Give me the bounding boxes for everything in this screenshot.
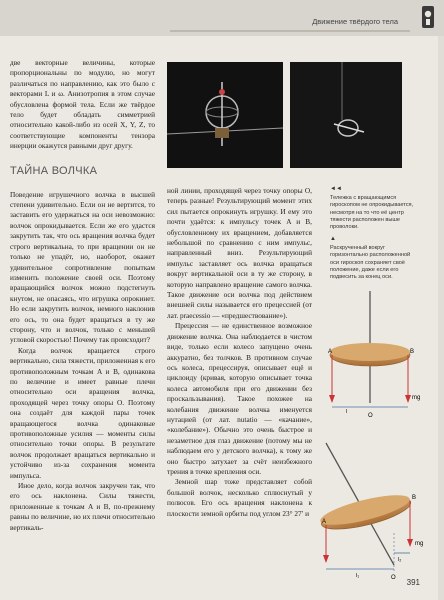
label-l1: l₁	[356, 573, 360, 579]
paragraph-2: Когда волчок вращается строго вертикально, сила тяжести, приложенная к его противоположным точкам A и B, одинакова по величине и имеет равные плечи относительно оси вращения волчка, проходящей через точку опоры O. Поэтому она создаёт для каждой пары точек вращающегося волчка одинаковые противоположные усилия — моменты силы относительно точки опоры. В результате волчок продолжает вращаться вертикально и устойчиво из-за сохранения момента импульса.	[10, 345, 155, 480]
label-l2: l₂	[398, 557, 402, 563]
label-a: A	[328, 349, 333, 355]
label-mg: mg	[412, 395, 421, 401]
label-b-tilted: B	[412, 495, 417, 501]
paragraph-6: Земной шар тоже представляет собой большой волчок, несколько сплюснутый у полюсов. Его ось вращения наклонена к плоскости земной орбиты под углом 23° 27′ и	[167, 477, 312, 518]
label-a-tilted: A	[322, 519, 327, 525]
left-column	[10, 58, 155, 533]
label-b: B	[410, 349, 415, 355]
spinning-top-diagram	[318, 283, 438, 583]
header-rule	[170, 30, 410, 32]
suspended-gyroscope-photo	[290, 62, 402, 168]
label-l: l	[346, 409, 348, 415]
page-header	[0, 0, 444, 36]
caption-arrow-mark: ▲	[330, 236, 336, 242]
paragraph-5: Прецессия — не единственное возможное движение волчка. Она наблюдается в чистом виде, только если колесо запущено очень аккуратно, без толчков. В противном случае ось колеса, прецессируя, описывает ещё и циклоиду (кривая, которую описывает точка колеса автомобиля при его движении без проскальзывания). Такое похожее на колебания движение волчка именуется нутацией (от лат. nutatio — «качание», «колебание»). Обычно это очень быстрое и незаметное для глаз движение (потому мы не наблюдаем его у детского волчка), к тому же оно быстро затухает за счёт неизбежного трения в точке крепления оси.	[167, 321, 312, 476]
intro-paragraph: две векторные величины, которые пропорциональны по модулю, но могут различаться по направлению, как это было с векторами L и ω. Анизотропия в этом случае обусловлена формой тела. Если же твёрдое тело будет обладать симметрией относительно какой-либо из осей X, Y, Z, то соответствующие компоненты тензора инерции окажутся равными друг другу.	[10, 58, 155, 151]
caption-suspended-gyro	[330, 236, 420, 281]
label-o: O	[368, 413, 373, 419]
section-title: ТАЙНА ВОЛЧКА	[10, 164, 98, 177]
paragraph-1: Поведение игрушечного волчка в высшей степени удивительно. Если он не вертится, то заставить его удержаться на оси невозможно: волчок опрокидывается. Если же его удастся закрутить так, что ось вращения волчка будет строго вертикальна, то при вращении он не только не упадёт, но, наоборот, окажет удивительное сопротивление попыткам изменить положение своей оси. Поэтому вращающийся волчок можно подстегнуть кнутом, не опасаясь, что игрушка опрокинет. Но если закрутить волчок, немного наклонив его ось, то она будет вращаться в ту же сторону, что и волчок, только с меньшей угловой скоростью! Почему так происходит?	[10, 189, 155, 345]
caption-text: Раскрученный вокруг горизонтально расположенной оси гироскоп сохраняет своё положение, даже если его подвесить за конец оси.	[330, 245, 411, 281]
caption-text: Тележка с вращающимся гироскопом не опрокидывается, несмотря на то что её центр тяжести расположен выше проволоки.	[330, 195, 414, 231]
paragraph-4: ной линии, проходящей через точку опоры O, теперь разные! Результирующий момент этих сил пытается опрокинуть игрушку. И ему это почти удаётся: к импульсу точек A и B, обусловленному их вращением, добавляется небольшой по сравнению с ним импульс, направленный вниз. Результирующий импульс заставляет ось волчка вращаться вокруг вертикальной оси в ту же сторону, в которую направлено вращение самого волчка. Такое движение оси волчка под действием внешней силы называется его прецессией (от лат. praecessio — «предшествование»).	[167, 186, 312, 320]
gyro-cart-photo	[167, 62, 283, 168]
book-logo-icon	[420, 4, 436, 30]
page-number: 391	[406, 578, 420, 587]
label-o-tilted: O	[391, 575, 396, 581]
running-title: Движение твёрдого тела	[312, 17, 398, 26]
middle-column	[167, 186, 312, 519]
page-edge	[438, 36, 444, 600]
paragraph-3: Иное дело, когда волчок закручен так, что его ось наклонена. Силы тяжести, приложенные к точкам A и B, по-прежнему равны по величине, но их плечи относительно вертикаль-	[10, 481, 155, 532]
label-mg-tilted: mg	[415, 541, 424, 547]
caption-gyro-cart	[330, 186, 420, 231]
caption-arrow-mark: ◄◄	[330, 186, 342, 192]
